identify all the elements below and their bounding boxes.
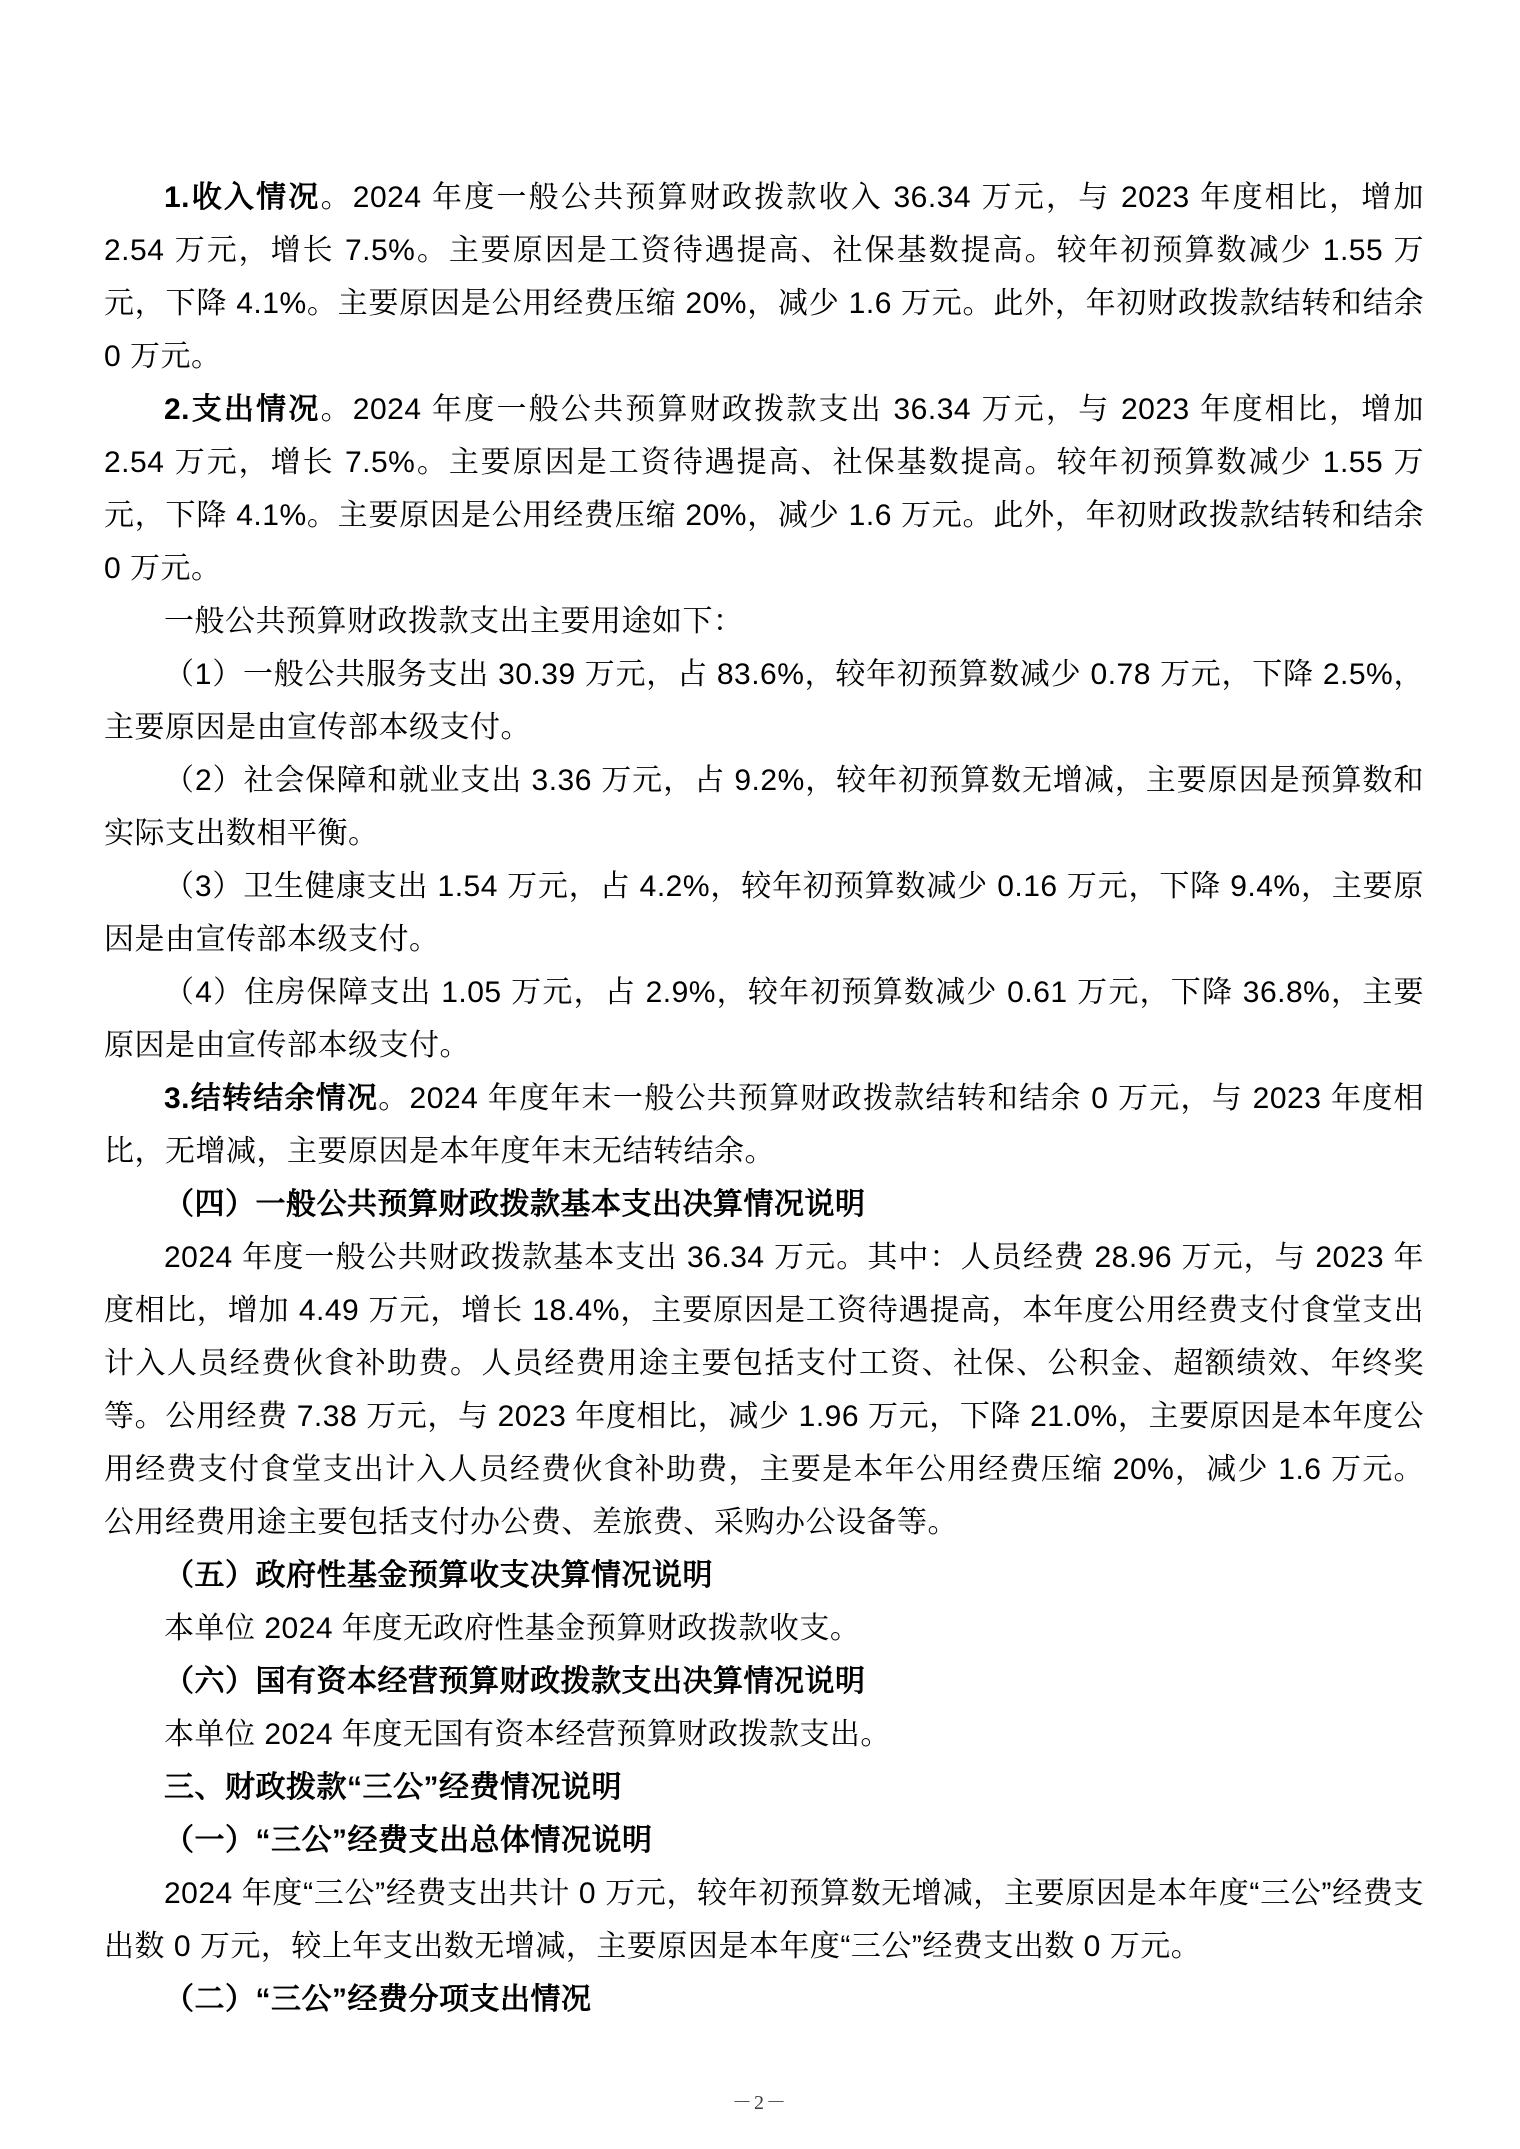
para-income-text: 。2024 年度一般公共预算财政拨款收入 36.34 万元，与 2023 年度相比，增加 2.54 万元，增长 7.5%。主要原因是工资待遇提高、社保基数提高。较年初预算数减少 1.55 万元，下降 4.1%。主要原因是公用经费压缩 20%，减少 1.6 万元。此外，年初财政拨款结转和结余 0 万元。 — [104, 181, 1424, 373]
heading-sangong-section: 三、财政拨款“三公”经费情况说明 — [164, 1771, 622, 1804]
para-income — [104, 171, 1424, 383]
para-carryover-lead: 3.结转结余情况 — [164, 1082, 379, 1115]
para-item-health: （3）卫生健康支出 1.54 万元，占 4.2%，较年初预算数减少 0.16 万元，下降 9.4%，主要原因是由宣传部本级支付。 — [104, 870, 1424, 956]
heading-sangong-items: （二）“三公”经费分项支出情况 — [164, 1983, 592, 2016]
para-item-social-security: （2）社会保障和就业支出 3.36 万元，占 9.2%，较年初预算数无增减，主要原因是预算数和实际支出数相平衡。 — [104, 764, 1424, 850]
para-sangong-total: 2024 年度“三公”经费支出共计 0 万元，较年初预算数无增减，主要原因是本年度“三公”经费支出数 0 万元，较上年支出数无增减，主要原因是本年度“三公”经费支出数 0 万元。 — [104, 1877, 1424, 1963]
para-carryover-text: 。2024 年度年末一般公共预算财政拨款结转和结余 0 万元，与 2023 年度相比，无增减，主要原因是本年度年末无结转结余。 — [104, 1082, 1424, 1168]
para-state-capital: 本单位 2024 年度无国有资本经营预算财政拨款支出。 — [164, 1718, 891, 1751]
heading-government-fund: （五）政府性基金预算收支决算情况说明 — [164, 1559, 713, 1592]
heading-state-capital: （六）国有资本经营预算财政拨款支出决算情况说明 — [164, 1665, 866, 1698]
document-body — [104, 171, 1424, 2026]
para-carryover — [104, 1072, 1424, 1178]
para-expense-text: 。2024 年度一般公共预算财政拨款支出 36.34 万元，与 2023 年度相比，增加 2.54 万元，增长 7.5%。主要原因是工资待遇提高、社保基数提高。较年初预算数减少 1.55 万元，下降 4.1%。主要原因是公用经费压缩 20%，减少 1.6 万元。此外，年初财政拨款结转和结余 0 万元。 — [104, 393, 1424, 585]
para-government-fund: 本单位 2024 年度无政府性基金预算财政拨款收支。 — [164, 1612, 861, 1645]
para-usage-intro: 一般公共预算财政拨款支出主要用途如下： — [164, 605, 744, 638]
heading-sangong-total: （一）“三公”经费支出总体情况说明 — [164, 1824, 653, 1857]
para-expense-lead: 2.支出情况 — [164, 393, 321, 426]
page-number: －2－ — [732, 2092, 788, 2114]
para-basic-expenditure: 2024 年度一般公共财政拨款基本支出 36.34 万元。其中：人员经费 28.96 万元，与 2023 年度相比，增加 4.49 万元，增长 18.4%，主要原因是工资待遇提高，本年度公用经费支付食堂支出计入人员经费伙食补助费。人员经费用途主要包括支付工资、社保、公积金、超额绩效、年终奖等。公用经费 7.38 万元，与 2023 年度相比，减少 1.96 万元，下降 21.0%，主要原因是本年度公用经费支付食堂支出计入人员经费伙食补助费，主要是本年公用经费压缩 20%，减少 1.6 万元。公用经费用途主要包括支付办公费、差旅费、采购办公设备等。 — [104, 1241, 1424, 1539]
para-expense — [104, 383, 1424, 595]
para-income-lead: 1.收入情况 — [164, 181, 321, 214]
para-item-general-public-service: （1）一般公共服务支出 30.39 万元，占 83.6%，较年初预算数减少 0.78 万元，下降 2.5%，主要原因是由宣传部本级支付。 — [104, 658, 1424, 744]
para-item-housing: （4）住房保障支出 1.05 万元，占 2.9%，较年初预算数减少 0.61 万元，下降 36.8%，主要原因是由宣传部本级支付。 — [104, 976, 1424, 1062]
heading-basic-expenditure: （四）一般公共预算财政拨款基本支出决算情况说明 — [164, 1188, 866, 1221]
